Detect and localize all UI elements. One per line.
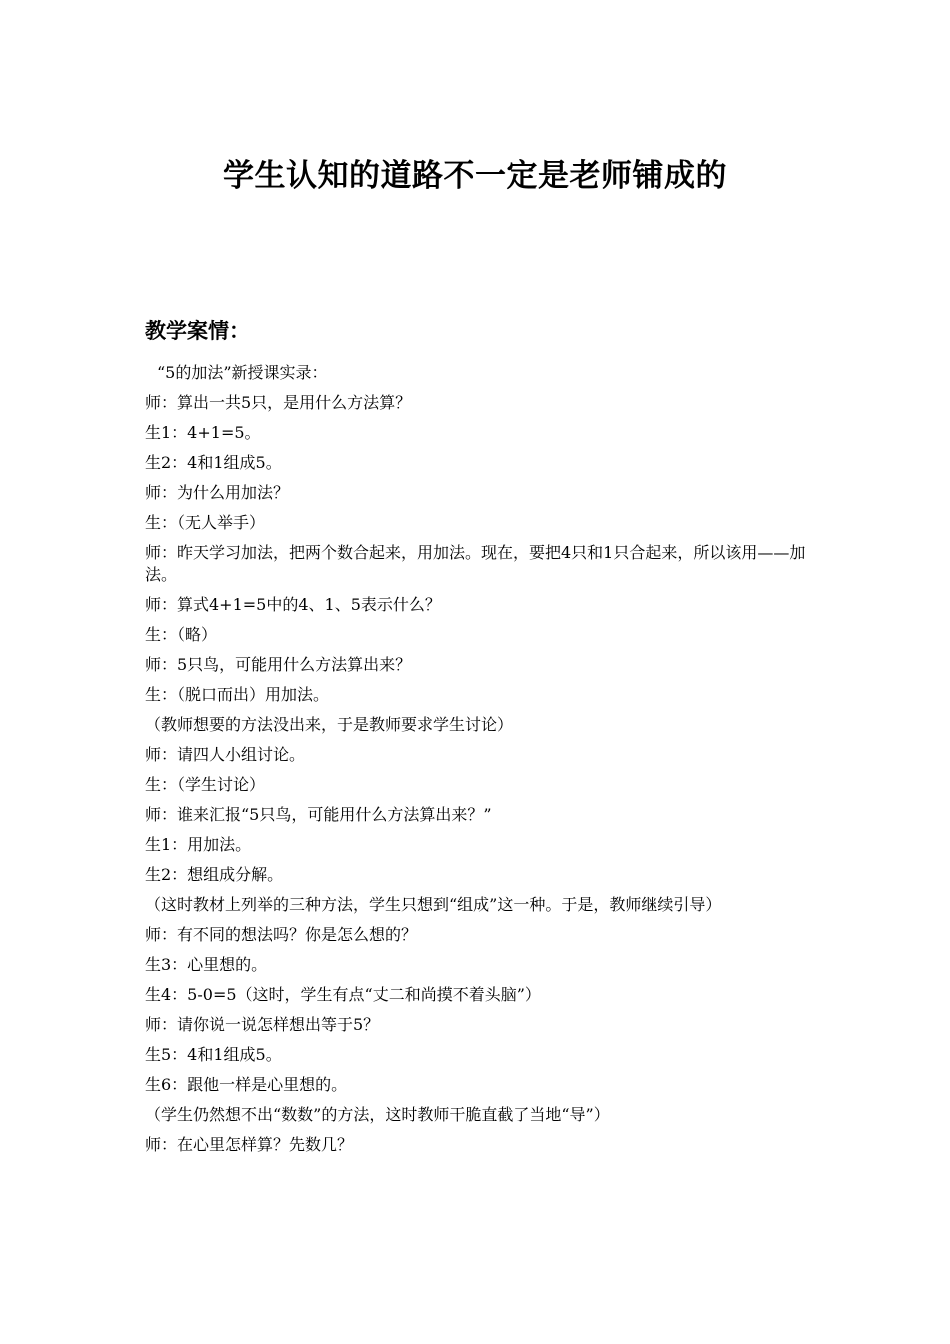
paragraph: 生：（学生讨论） <box>145 775 266 794</box>
paragraph: 师：算出一共5只，是用什么方法算？ <box>145 393 412 412</box>
paragraph: 生3：心里想的。 <box>145 955 268 974</box>
paragraph: 师：算式4+1=5中的4、1、5表示什么？ <box>145 595 441 614</box>
paragraph: 生4：5-0=5（这时，学生有点“丈二和尚摸不着头脑”） <box>145 985 541 1004</box>
section-heading: 教学案情： <box>145 319 250 343</box>
paragraph: 生：（略） <box>145 625 218 644</box>
paragraph: （教师想要的方法没出来，于是教师要求学生讨论） <box>145 715 514 734</box>
paragraph: 生5：4和1组成5。 <box>145 1045 282 1064</box>
paragraph: （这时教材上列举的三种方法，学生只想到“组成”这一种。于是，教师继续引导） <box>145 895 722 914</box>
document-body <box>145 362 810 1164</box>
paragraph: 师：在心里怎样算？先数几？ <box>145 1135 354 1154</box>
paragraph: 师：为什么用加法？ <box>145 483 290 502</box>
document-title: 学生认知的道路不一定是老师铺成的 <box>223 158 727 194</box>
paragraph: 生6：跟他一样是心里想的。 <box>145 1075 348 1094</box>
paragraph: 生：（脱口而出）用加法。 <box>145 685 330 704</box>
paragraph: 师：请四人小组讨论。 <box>145 745 306 764</box>
paragraph: 师：请你说一说怎样想出等于5？ <box>145 1015 380 1034</box>
paragraph: 师：昨天学习加法，把两个数合起来，用加法。现在，要把4只和1只合起来，所以该用——加法。 <box>145 543 806 584</box>
paragraph: 生：（无人举手） <box>145 513 266 532</box>
paragraph: 生1：用加法。 <box>145 835 252 854</box>
paragraph: 生1：4+1=5。 <box>145 423 261 442</box>
paragraph: “5的加法”新授课实录： <box>157 363 328 382</box>
paragraph: 师：谁来汇报“5只鸟，可能用什么方法算出来？” <box>145 805 492 824</box>
paragraph: 师：5只鸟，可能用什么方法算出来？ <box>145 655 412 674</box>
paragraph: 师：有不同的想法吗？你是怎么想的？ <box>145 925 418 944</box>
paragraph: （学生仍然想不出“数数”的方法，这时教师干脆直截了当地“导”） <box>145 1105 610 1124</box>
paragraph: 生2：想组成分解。 <box>145 865 284 884</box>
paragraph: 生2：4和1组成5。 <box>145 453 282 472</box>
